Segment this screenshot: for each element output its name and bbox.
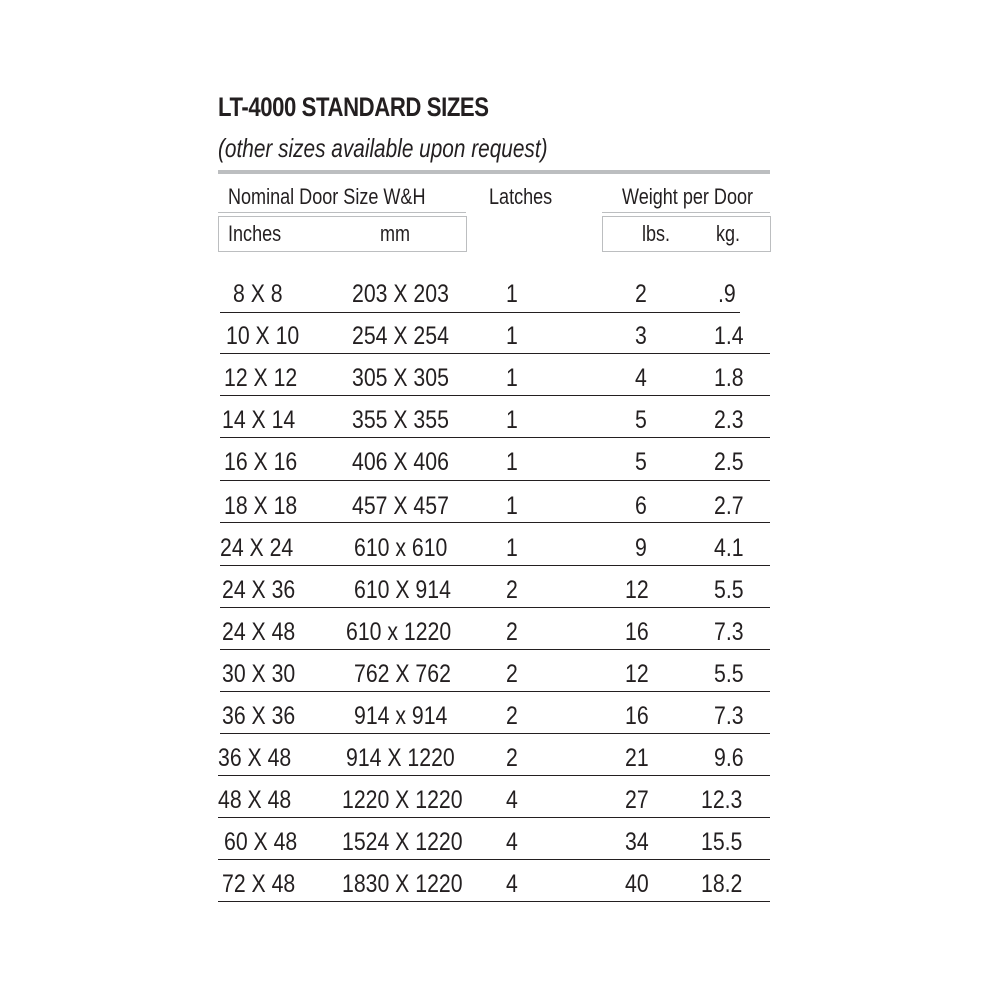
cell-mm: 355 X 355 [352, 406, 449, 434]
table-row [0, 576, 1000, 618]
cell-latches: 2 [506, 618, 518, 646]
cell-kg: 5.5 [714, 576, 744, 604]
header-kg: kg. [716, 221, 741, 246]
cell-inches: 18 X 18 [224, 492, 298, 520]
cell-inches: 72 X 48 [222, 870, 296, 898]
table-row [0, 534, 1000, 576]
cell-mm: 610 X 914 [354, 576, 451, 604]
row-rule [220, 522, 770, 523]
cell-lbs: 12 [625, 660, 649, 688]
row-rule [218, 859, 770, 860]
cell-inches: 12 X 12 [224, 364, 298, 392]
row-rule [220, 437, 770, 438]
cell-inches: 36 X 36 [222, 702, 296, 730]
table-row [0, 744, 1000, 786]
table-row [0, 448, 1000, 490]
cell-kg: 1.8 [714, 364, 744, 392]
cell-latches: 4 [506, 828, 518, 856]
cell-latches: 2 [506, 576, 518, 604]
cell-latches: 1 [506, 406, 518, 434]
cell-kg: 18.2 [701, 870, 743, 898]
cell-inches: 60 X 48 [224, 828, 298, 856]
cell-mm: 914 X 1220 [346, 744, 455, 772]
header-inches: Inches [228, 221, 282, 246]
cell-kg: 4.1 [714, 534, 744, 562]
row-rule [220, 565, 770, 566]
cell-mm: 406 X 406 [352, 448, 449, 476]
page-title: LT-4000 STANDARD SIZES [218, 92, 489, 122]
cell-latches: 2 [506, 702, 518, 730]
cell-mm: 610 x 1220 [346, 618, 452, 646]
cell-inches: 30 X 30 [222, 660, 296, 688]
table-row [0, 618, 1000, 660]
header-divider [602, 212, 770, 213]
table-row [0, 364, 1000, 406]
cell-lbs: 5 [635, 406, 647, 434]
cell-latches: 1 [506, 534, 518, 562]
row-rule [220, 733, 770, 734]
cell-lbs: 3 [635, 322, 647, 350]
cell-latches: 1 [506, 280, 518, 308]
units-box-weight [602, 216, 771, 252]
cell-kg: .9 [718, 280, 736, 308]
cell-mm: 254 X 254 [352, 322, 449, 350]
header-lbs: lbs. [642, 221, 671, 246]
cell-lbs: 5 [635, 448, 647, 476]
cell-kg: 1.4 [714, 322, 744, 350]
cell-kg: 2.5 [714, 448, 744, 476]
table-row [0, 406, 1000, 448]
row-rule [220, 395, 770, 396]
title-divider [218, 170, 770, 174]
cell-inches: 36 X 48 [218, 744, 292, 772]
cell-lbs: 16 [625, 702, 649, 730]
cell-kg: 12.3 [701, 786, 743, 814]
header-divider [218, 212, 466, 213]
header-door-size: Nominal Door Size W&H [228, 184, 426, 209]
cell-lbs: 21 [625, 744, 649, 772]
cell-latches: 1 [506, 448, 518, 476]
cell-lbs: 12 [625, 576, 649, 604]
cell-latches: 2 [506, 660, 518, 688]
page-subtitle: (other sizes available upon request) [218, 133, 548, 163]
cell-lbs: 27 [625, 786, 649, 814]
cell-mm: 762 X 762 [354, 660, 451, 688]
cell-inches: 24 X 36 [222, 576, 296, 604]
cell-latches: 1 [506, 492, 518, 520]
cell-lbs: 34 [625, 828, 649, 856]
cell-latches: 4 [506, 786, 518, 814]
table-row [0, 828, 1000, 870]
cell-inches: 24 X 24 [220, 534, 294, 562]
row-rule [218, 775, 770, 776]
table-row [0, 492, 1000, 534]
cell-mm: 305 X 305 [352, 364, 449, 392]
cell-mm: 914 x 914 [354, 702, 448, 730]
cell-inches: 14 X 14 [222, 406, 296, 434]
cell-lbs: 4 [635, 364, 647, 392]
row-rule [220, 353, 770, 354]
cell-kg: 7.3 [714, 702, 744, 730]
cell-mm: 1830 X 1220 [342, 870, 463, 898]
cell-kg: 15.5 [701, 828, 743, 856]
header-mm: mm [380, 221, 411, 246]
table-row [0, 870, 1000, 912]
row-rule [220, 607, 770, 608]
cell-inches: 8 X 8 [233, 280, 283, 308]
table-row [0, 786, 1000, 828]
cell-lbs: 6 [635, 492, 647, 520]
table-row [0, 702, 1000, 744]
cell-lbs: 16 [625, 618, 649, 646]
cell-latches: 4 [506, 870, 518, 898]
cell-mm: 610 x 610 [354, 534, 448, 562]
row-rule [220, 691, 770, 692]
row-rule [218, 817, 770, 818]
cell-lbs: 40 [625, 870, 649, 898]
row-rule [220, 312, 740, 313]
cell-lbs: 9 [635, 534, 647, 562]
table-row [0, 660, 1000, 702]
cell-kg: 9.6 [714, 744, 744, 772]
row-rule [218, 901, 770, 902]
cell-kg: 2.3 [714, 406, 744, 434]
cell-inches: 16 X 16 [224, 448, 298, 476]
cell-inches: 10 X 10 [226, 322, 300, 350]
cell-mm: 1220 X 1220 [342, 786, 463, 814]
header-latches: Latches [489, 184, 553, 209]
cell-lbs: 2 [635, 280, 647, 308]
header-weight: Weight per Door [622, 184, 754, 209]
cell-kg: 7.3 [714, 618, 744, 646]
cell-mm: 457 X 457 [352, 492, 449, 520]
row-rule [220, 649, 770, 650]
cell-kg: 5.5 [714, 660, 744, 688]
cell-inches: 24 X 48 [222, 618, 296, 646]
table-row [0, 280, 1000, 322]
cell-mm: 1524 X 1220 [342, 828, 463, 856]
cell-inches: 48 X 48 [218, 786, 292, 814]
cell-latches: 2 [506, 744, 518, 772]
cell-kg: 2.7 [714, 492, 744, 520]
cell-latches: 1 [506, 364, 518, 392]
cell-mm: 203 X 203 [352, 280, 449, 308]
cell-latches: 1 [506, 322, 518, 350]
row-rule [220, 480, 770, 481]
table-row [0, 322, 1000, 364]
